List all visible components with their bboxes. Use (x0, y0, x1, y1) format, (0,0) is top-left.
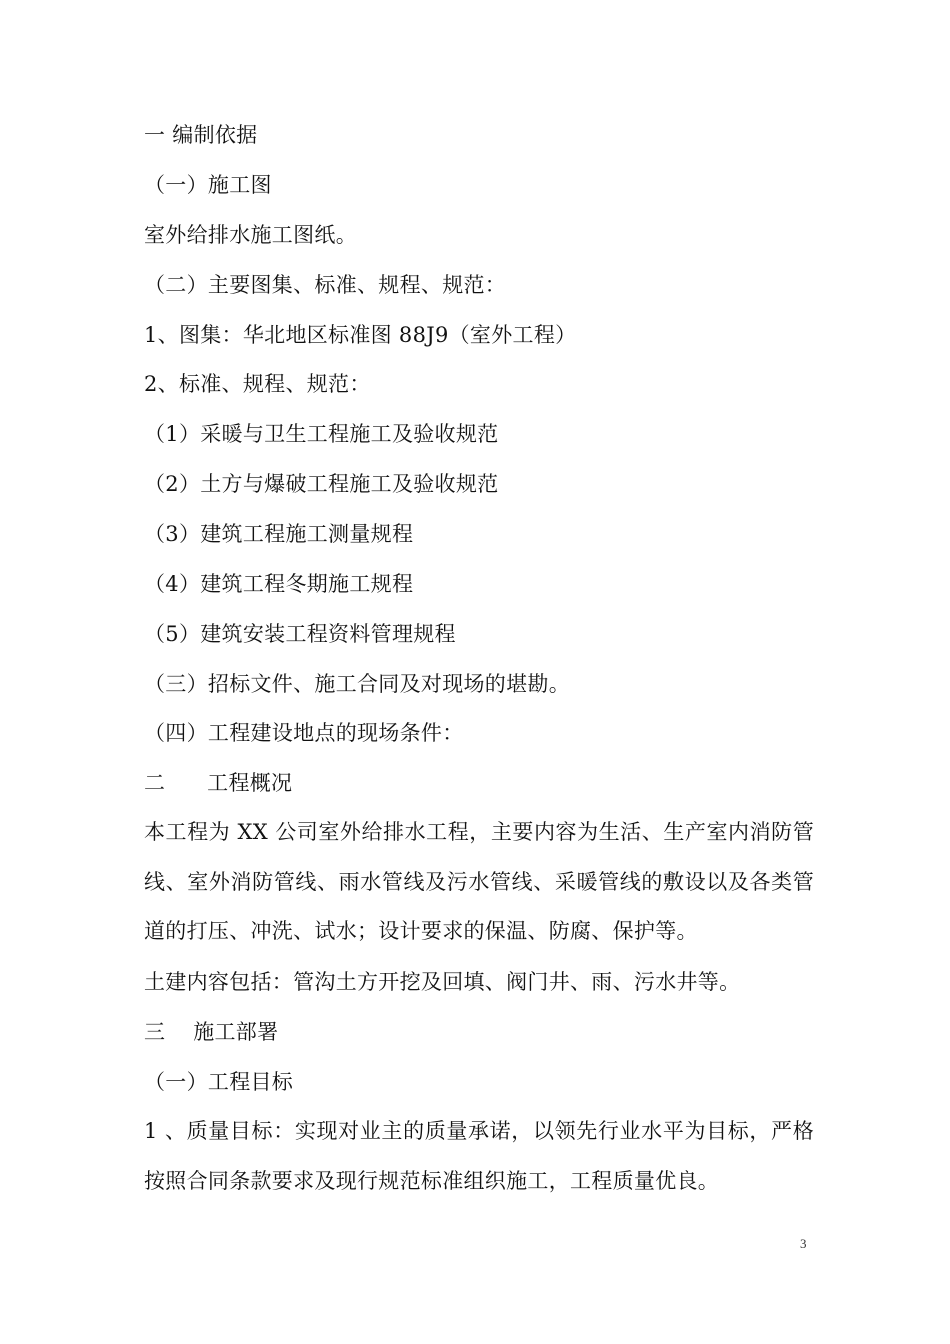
page-number: 3 (800, 1236, 807, 1251)
subheading-project-goals: （一）工程目标 (144, 1070, 294, 1094)
list-item-standard-3: （3）建筑工程施工测量规程 (144, 522, 414, 546)
subheading-tender-docs: （三）招标文件、施工合同及对现场的堪勘。 (144, 672, 570, 696)
subheading-standards: （二）主要图集、标准、规程、规范： (144, 273, 507, 297)
list-item-standards: 2、标准、规程、规范： (144, 372, 371, 396)
list-item-standard-5: （5）建筑安装工程资料管理规程 (144, 622, 456, 646)
paragraph-civil-works: 土建内容包括：管沟土方开挖及回填、阀门井、雨、污水井等。 (144, 970, 741, 994)
paragraph-project-scope: 本工程为 XX 公司室外给排水工程，主要内容为生活、生产室内消防管线、室外消防管线、雨水管线及污水管线、采暖管线的敷设以及各类管道的打压、冲洗、试水；设计要求的保温、防腐、保护等。 (144, 820, 814, 943)
text-drawings: 室外给排水施工图纸。 (144, 223, 357, 247)
subheading-construction-drawings: （一）施工图 (144, 173, 272, 197)
heading-project-overview: 二 工程概况 (144, 771, 293, 795)
heading-construction-deployment: 三 施工部署 (144, 1020, 279, 1044)
list-item-standard-2: （2）土方与爆破工程施工及验收规范 (144, 472, 499, 496)
paragraph-quality-goal: 1 、质量目标：实现对业主的质量承诺，以领先行业水平为目标，严格按照合同条款要求及现行规范标准组织施工，工程质量优良。 (144, 1119, 814, 1193)
list-item-standard-4: （4）建筑工程冬期施工规程 (144, 572, 414, 596)
list-item-standard-1: （1）采暖与卫生工程施工及验收规范 (144, 422, 499, 446)
subheading-site-conditions: （四）工程建设地点的现场条件： (144, 721, 464, 745)
list-item-atlas: 1、图集：华北地区标准图 88J9（室外工程） (144, 323, 577, 347)
heading-compile-basis: 一 编制依据 (144, 123, 258, 147)
